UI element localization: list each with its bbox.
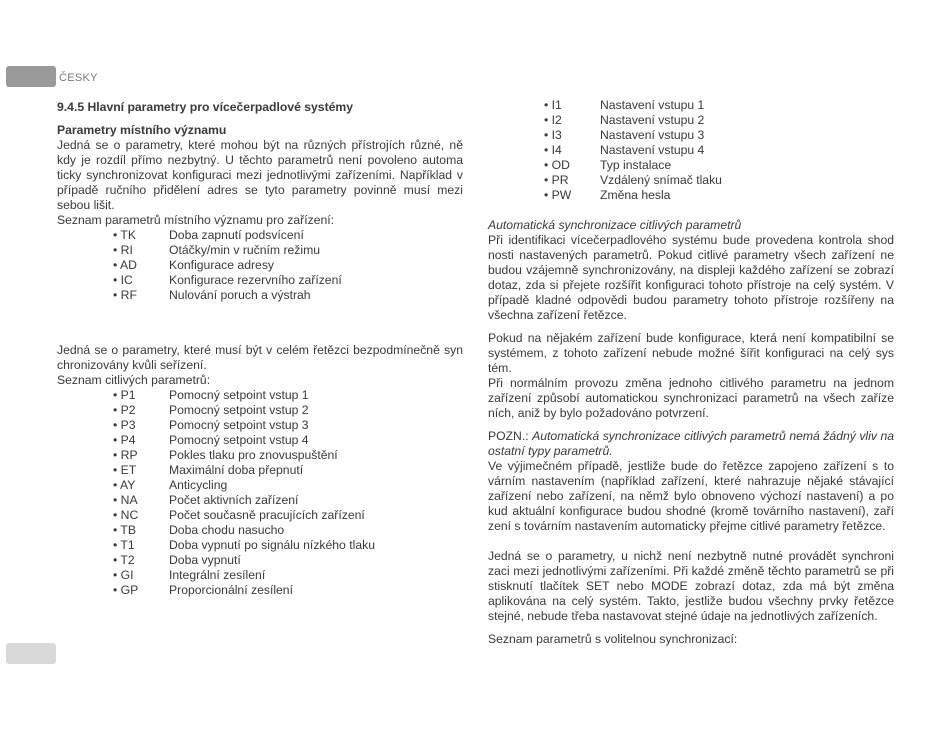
- param-item: [113, 433, 463, 448]
- local-params-list: [57, 228, 463, 303]
- param-name: Integrální zesílení: [169, 568, 266, 582]
- param-code: • PR: [544, 173, 569, 187]
- param-name: Nulování poruch a výstrah: [169, 288, 311, 302]
- param-item: [544, 98, 894, 113]
- param-name: Doba vypnutí: [169, 553, 241, 567]
- sensitive-list-intro: Seznam citlivých parametrů:: [57, 373, 211, 387]
- param-name: Typ instalace: [600, 158, 672, 172]
- param-item: [113, 568, 463, 583]
- param-item: [113, 403, 463, 418]
- optional-list-intro: Seznam parametrů s volitelnou synchronizací:: [488, 632, 738, 646]
- param-name: Pomocný setpoint vstup 4: [169, 433, 309, 447]
- param-name: Počet současně pracujících zařízení: [169, 508, 365, 522]
- param-name: Otáčky/min v ručním režimu: [169, 243, 321, 257]
- param-code: • ET: [113, 463, 137, 477]
- param-code: • P3: [113, 418, 136, 432]
- param-code: • AY: [113, 478, 136, 492]
- param-item: [113, 418, 463, 433]
- exception-text: Ve výjimečném případě, jestliže bude do řetězce zapojeno zařízení s to várním nastavením (například zařízení, které nahrazuje nějaké stávající zařízení nebo zařízení, na němž bylo obnoveno výchozí nastavení) a po kud aktuální konfigurace budou shodné (kromě továrního nastavení), zaří zení s továrním nastavením automaticky přejme citlivé parametry řetězce.: [488, 459, 894, 533]
- param-code: • TK: [113, 228, 137, 242]
- param-name: Pomocný setpoint vstup 1: [169, 388, 309, 402]
- local-list-intro: Seznam parametrů místního významu pro zařízení:: [57, 213, 335, 227]
- section-title: 9.4.5 Hlavní parametry pro vícečerpadlové systémy: [57, 100, 354, 114]
- page-tab-marker-bottom: [6, 643, 56, 664]
- local-heading: Parametry místního významu: [57, 123, 227, 137]
- param-code: • NA: [113, 493, 138, 507]
- left-column: [57, 100, 463, 598]
- param-item: [544, 158, 894, 173]
- param-name: Doba vypnutí po signálu nízkého tlaku: [169, 538, 375, 552]
- param-item: [113, 538, 463, 553]
- param-item: [544, 143, 894, 158]
- param-item: [113, 478, 463, 493]
- auto-sync-text: Při identifikaci vícečerpadlového systému bude provedena kontrola shod nosti nastavených parametrů. Pokud citlivé parametry všech zařízení ne budou vzájemně synchronizovány, na displeji každého zařízení se zobrazí dotaz, zda si přejete rozšířit konfiguraci tohoto přístroje na celý systém. V případě kladné odpovědi budou parametry tohoto přístroje rozšířeny na všechna zařízení řetězce.: [488, 233, 894, 322]
- note-text: Automatická synchronizace citlivých parametrů nemá žádný vliv na ostatní typy parametrů.: [488, 429, 895, 458]
- param-code: • RP: [113, 448, 138, 462]
- param-code: • I4: [544, 143, 562, 157]
- right-column: [488, 98, 894, 647]
- local-text: Jedná se o parametry, které mohou být na různých přístrojích různé, ně kdy je rozdíl přímo nezbytný. U těchto parametrů není povoleno automa ticky synchronizovat konfiguraci mezi jednotlivými zařízeními. Například v případě ručního přidělení adres se tyto parametry povinně musí mezi sebou lišit.: [57, 138, 463, 212]
- param-item: [113, 258, 463, 273]
- param-name: Pomocný setpoint vstup 2: [169, 403, 309, 417]
- param-code: • OD: [544, 158, 570, 172]
- param-code: • NC: [113, 508, 139, 522]
- param-item: [544, 128, 894, 143]
- param-item: [113, 493, 463, 508]
- param-code: • T2: [113, 553, 135, 567]
- param-name: Maximální doba přepnutí: [169, 463, 304, 477]
- param-code: • I2: [544, 113, 562, 127]
- continued-params-list: [488, 98, 894, 203]
- param-item: [113, 388, 463, 403]
- optional-text: Jedná se o parametry, u nichž není nezbytně nutné provádět synchroni zaci mezi jednotlivými zařízeními. Při každé změně těchto parametrů se při stisknutí tlačítek SET nebo MODE zobrazí dotaz, zda má být změna aplikována na celý systém. Takto, jestliže budou všechny prvky řetězce stejné, nebude třeba nastavovat stejné údaje na jednotlivých zařízeních.: [488, 549, 894, 623]
- param-name: Proporcionální zesílení: [169, 583, 293, 597]
- param-item: [544, 113, 894, 128]
- param-code: • TB: [113, 523, 137, 537]
- param-name: Změna hesla: [600, 188, 671, 202]
- param-name: Nastavení vstupu 4: [600, 143, 705, 157]
- language-label: ČESKY: [59, 72, 98, 84]
- param-item: [113, 553, 463, 568]
- param-name: Anticycling: [169, 478, 228, 492]
- normal-operation-text: Při normálním provozu změna jednoho citlivého parametru na jednom zařízení způsobí automatickou synchronizaci parametrů na všech zaříze ních, aniž by bylo požadováno potvrzení.: [488, 376, 894, 420]
- param-code: • P1: [113, 388, 136, 402]
- param-item: [113, 448, 463, 463]
- param-name: Doba chodu nasucho: [169, 523, 285, 537]
- param-item: [544, 188, 894, 203]
- param-code: • PW: [544, 188, 572, 202]
- param-name: Vzdálený snímač tlaku: [600, 173, 722, 187]
- note-paragraph: [488, 429, 894, 459]
- param-name: Pomocný setpoint vstup 3: [169, 418, 309, 432]
- param-code: • I1: [544, 98, 562, 112]
- param-item: [113, 583, 463, 598]
- param-code: • GI: [113, 568, 134, 582]
- incompatible-text: Pokud na nějakém zařízení bude konfigurace, která není kompatibilní se systémem, z tohoto zařízení nebude možné šířit konfiguraci na celý sys tém.: [488, 331, 894, 375]
- auto-sync-heading: Automatická synchronizace citlivých parametrů: [488, 218, 742, 232]
- param-code: • RI: [113, 243, 133, 257]
- param-item: [113, 228, 463, 243]
- param-name: Nastavení vstupu 3: [600, 128, 705, 142]
- param-code: • AD: [113, 258, 137, 272]
- param-name: Počet aktivních zařízení: [169, 493, 299, 507]
- param-name: Nastavení vstupu 1: [600, 98, 705, 112]
- param-code: • IC: [113, 273, 133, 287]
- page-tab-marker: [6, 66, 56, 87]
- param-code: • P4: [113, 433, 136, 447]
- sensitive-params-list: [57, 388, 463, 598]
- param-code: • RF: [113, 288, 137, 302]
- note-label: POZN.:: [488, 429, 533, 443]
- param-item: [113, 508, 463, 523]
- param-name: Pokles tlaku pro znovuspuštění: [169, 448, 338, 462]
- sensitive-text: Jedná se o parametry, které musí být v celém řetězci bezpodmínečně syn chronizovány kvůli seřízení.: [57, 343, 463, 372]
- param-name: Konfigurace adresy: [169, 258, 275, 272]
- param-item: [113, 288, 463, 303]
- param-item: [544, 173, 894, 188]
- param-item: [113, 273, 463, 288]
- param-code: • GP: [113, 583, 139, 597]
- param-name: Nastavení vstupu 2: [600, 113, 705, 127]
- param-item: [113, 463, 463, 478]
- param-item: [113, 523, 463, 538]
- param-code: • P2: [113, 403, 136, 417]
- param-name: Doba zapnutí podsvícení: [169, 228, 304, 242]
- param-code: • T1: [113, 538, 135, 552]
- param-name: Konfigurace rezervního zařízení: [169, 273, 342, 287]
- param-code: • I3: [544, 128, 562, 142]
- param-item: [113, 243, 463, 258]
